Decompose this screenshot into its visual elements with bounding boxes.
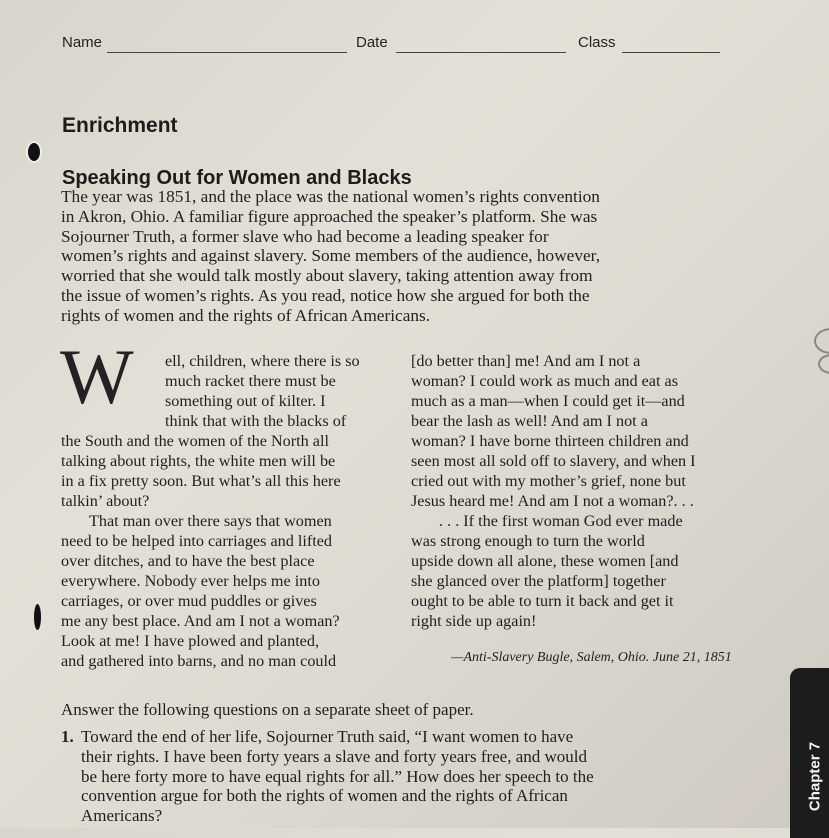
question-line: Toward the end of her life, Sojourner Truth said, “I want women to have bbox=[81, 727, 574, 746]
source-citation: —Anti-Slavery Bugle, Salem, Ohio. June 21, 1851 bbox=[451, 650, 732, 665]
speech-line: cried out with my mother’s grief, none but bbox=[411, 472, 686, 490]
speech-line: in a fix pretty soon. But what’s all this here bbox=[61, 472, 341, 490]
speech-line: upside down all alone, these women [and bbox=[411, 552, 679, 570]
class-label: Class bbox=[578, 34, 616, 51]
speech-line: talkin’ about? bbox=[61, 492, 150, 510]
speech-line: carriages, or over mud puddles or gives bbox=[61, 592, 317, 610]
question-line: be here forty more to have equal rights for all.” How does her speech to the bbox=[81, 766, 594, 786]
date-field-line bbox=[396, 52, 566, 53]
speech-line: Jesus heard me! And am I not a woman?. . . bbox=[411, 492, 694, 510]
intro-line: women’s rights and against slavery. Some members of the audience, however, bbox=[61, 246, 601, 266]
chapter-tab-label: Chapter 7 bbox=[806, 741, 824, 812]
page-curl-icon bbox=[818, 354, 829, 374]
section-heading: Enrichment bbox=[62, 114, 178, 137]
article-intro bbox=[61, 187, 661, 326]
speech-line: over ditches, and to have the best place bbox=[61, 552, 315, 570]
speech-line: need to be helped into carriages and lifted bbox=[61, 532, 333, 550]
intro-line: rights of women and the rights of African Americans. bbox=[61, 305, 431, 325]
article-title: Speaking Out for Women and Blacks bbox=[62, 167, 412, 189]
speech-line: Look at me! I have plowed and planted, bbox=[61, 632, 320, 650]
speech-line: ell, children, where there is so bbox=[165, 352, 360, 370]
question-number: 1. bbox=[61, 727, 74, 746]
question-line: Americans? bbox=[81, 806, 163, 826]
intro-line: Sojourner Truth, a former slave who had become a leading speaker for bbox=[61, 226, 549, 246]
question-line: their rights. I have been forty years a slave and forty years free, and would bbox=[81, 746, 588, 766]
instructions: Answer the following questions on a separate sheet of paper. bbox=[61, 700, 474, 719]
intro-line: worried that she would talk mostly about slavery, taking attention away from bbox=[61, 266, 593, 286]
speech-line: the South and the women of the North all bbox=[61, 432, 329, 450]
speech-line: ought to be able to turn it back and get it bbox=[411, 592, 674, 610]
intro-line: the issue of women’s rights. As you read, notice how she argued for both the bbox=[61, 285, 590, 305]
speech-line: and gathered into barns, and no man could bbox=[61, 652, 337, 670]
intro-line: The year was 1851, and the place was the national women’s rights convention bbox=[61, 187, 600, 206]
speech-line: right side up again! bbox=[411, 612, 537, 630]
speech-right-column bbox=[411, 351, 741, 631]
speech-line: That man over there says that women bbox=[89, 512, 332, 530]
speech-line: talking about rights, the white men will be bbox=[61, 452, 336, 470]
speech-line: she glanced over the platform] together bbox=[411, 572, 666, 590]
speech-line: much as a man—when I could get it—and bbox=[411, 392, 685, 410]
name-label: Name bbox=[62, 34, 103, 51]
speech-line: seen most all sold off to slavery, and when I bbox=[411, 452, 696, 470]
name-field-line bbox=[107, 52, 347, 53]
speech-line: [do better than] me! And am I not a bbox=[411, 352, 641, 370]
speech-left-dropcap-block bbox=[165, 351, 390, 431]
speech-line: woman? I have borne thirteen children and bbox=[411, 432, 689, 450]
speech-line: something out of kilter. I bbox=[165, 392, 326, 410]
class-field-line bbox=[622, 52, 720, 53]
speech-left-column bbox=[61, 431, 391, 671]
speech-line: was strong enough to turn the world bbox=[411, 532, 645, 550]
speech-line: think that with the blacks of bbox=[165, 412, 347, 430]
speech-line: woman? I could work as much and eat as bbox=[411, 372, 679, 390]
date-label: Date bbox=[356, 34, 388, 51]
binder-hole-icon bbox=[26, 141, 42, 163]
page-curl-icon bbox=[814, 328, 829, 354]
speech-line: bear the lash as well! And am I not a bbox=[411, 412, 648, 430]
speech-line: . . . If the first woman God ever made bbox=[439, 512, 683, 530]
intro-line: in Akron, Ohio. A familiar figure approached the speaker’s platform. She was bbox=[61, 206, 598, 226]
binder-hole-icon bbox=[34, 604, 41, 630]
question-text bbox=[81, 727, 661, 826]
question-line: convention argue for both the rights of women and the rights of African bbox=[81, 786, 568, 806]
speech-line: me any best place. And am I not a woman? bbox=[61, 612, 340, 630]
speech-line: much racket there must be bbox=[165, 372, 336, 390]
drop-cap: W bbox=[60, 333, 134, 420]
speech-line: everywhere. Nobody ever helps me into bbox=[61, 572, 320, 590]
